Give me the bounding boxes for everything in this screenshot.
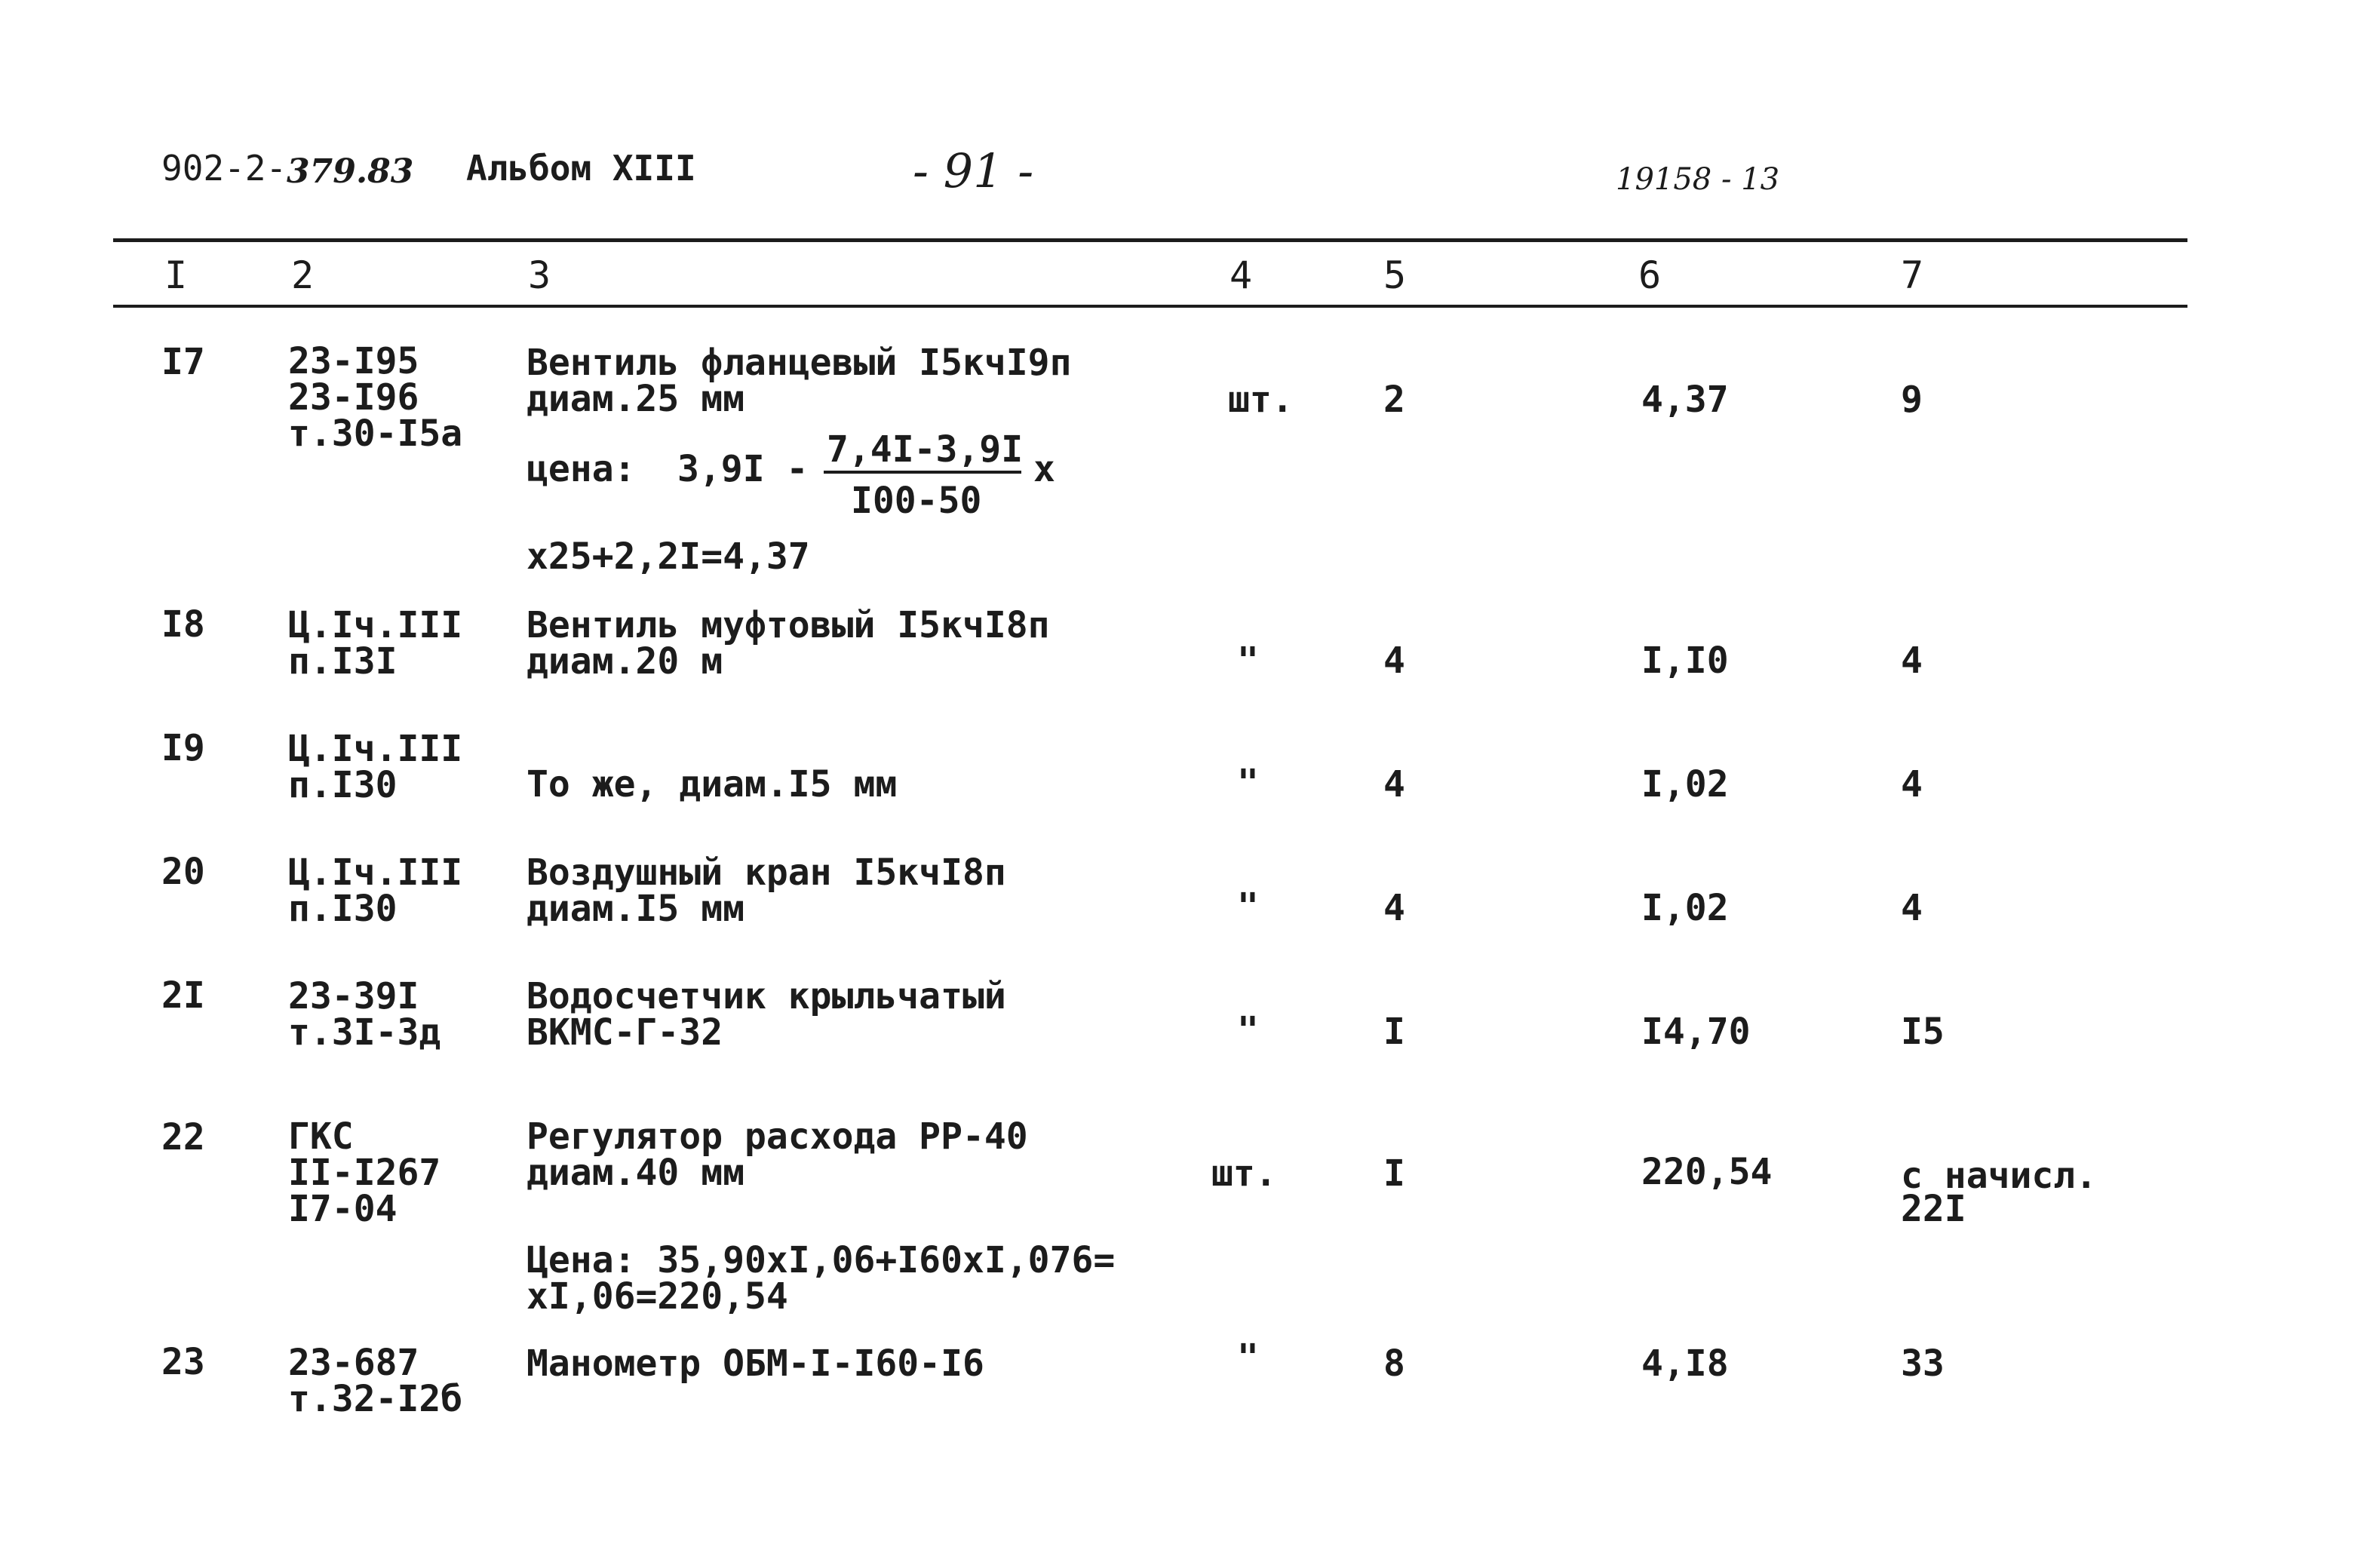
reference-line: I7-04 (288, 1188, 398, 1230)
formula-line: хI,06=220,54 (526, 1275, 788, 1318)
description-line: Вентиль фланцевый I5кчI9п (526, 342, 1072, 384)
description-line: диам.I5 мм (526, 888, 744, 930)
reference-line: 23-I96 (288, 376, 419, 419)
row-number: 2I (161, 974, 205, 1017)
reference-line: 23-687 (288, 1342, 419, 1384)
unit-price: 220,54 (1641, 1151, 1773, 1193)
quantity: 4 (1383, 887, 1405, 929)
total-price: 4 (1901, 763, 1923, 805)
unit: " (1237, 885, 1259, 928)
description-line: Водосчетчик крыльчатый (526, 975, 1006, 1017)
row-number: 23 (161, 1341, 205, 1383)
reference-line: Ц.Iч.III (288, 728, 463, 770)
description-line: диам.40 мм (526, 1152, 744, 1194)
reference-line: 23-I95 (288, 340, 419, 382)
description-line: Регулятор расхода РР-40 (526, 1115, 1028, 1158)
row-number: 22 (161, 1116, 205, 1158)
quantity: I (1383, 1152, 1405, 1195)
quantity: I (1383, 1011, 1405, 1053)
quantity: 8 (1383, 1342, 1405, 1385)
total-price: 33 (1901, 1342, 1945, 1385)
unit-price: I4,70 (1641, 1011, 1751, 1053)
unit: шт. (1228, 379, 1294, 421)
description-line: ВКМС-Г-32 (526, 1011, 723, 1054)
unit-price: 4,I8 (1641, 1342, 1729, 1385)
reference-line: Ц.Iч.III (288, 604, 463, 646)
unit-price: I,02 (1641, 763, 1729, 805)
reference-line: ГКС (288, 1115, 354, 1158)
reference-line: т.30-I5а (288, 413, 463, 455)
total-price: 9 (1901, 379, 1923, 421)
quantity: 4 (1383, 640, 1405, 682)
fraction-line (824, 471, 1021, 474)
quantity: 2 (1383, 379, 1405, 421)
reference-line: п.I30 (288, 764, 398, 806)
reference-line: 23-39I (288, 975, 419, 1017)
reference-line: т.32-I2б (288, 1378, 463, 1420)
formula-lead: 3,9I - (677, 448, 809, 490)
formula-label: цена: (526, 448, 636, 490)
page-number: - 91 - (913, 143, 1034, 198)
table-header-rule (113, 305, 2187, 308)
doc-number-prefix: 902-2- (161, 148, 287, 189)
description-line: диам.25 мм (526, 378, 744, 420)
formula-trail: х (1033, 448, 1055, 490)
reference-line: Ц.Iч.III (288, 852, 463, 894)
quantity: 4 (1383, 763, 1405, 805)
unit: шт. (1211, 1152, 1277, 1195)
reference-line: т.3I-3д (288, 1011, 441, 1054)
description-line: диам.20 м (526, 640, 723, 683)
total-price-line: с начисл. (1901, 1155, 2098, 1197)
unit-price: I,I0 (1641, 640, 1729, 682)
unit: " (1237, 762, 1259, 804)
row-number: I8 (161, 603, 205, 646)
description-line: Вентиль муфтовый I5кчI8п (526, 604, 1050, 646)
reference-line: II-I267 (288, 1152, 441, 1194)
formula-denominator: I00-50 (851, 480, 982, 522)
row-number: I9 (161, 727, 205, 769)
unit-price: I,02 (1641, 887, 1729, 929)
row-number: 20 (161, 851, 205, 893)
column-header-3: 3 (528, 253, 551, 297)
column-header-7: 7 (1901, 253, 1924, 297)
unit: " (1237, 1336, 1259, 1379)
column-header-2: 2 (291, 253, 315, 297)
description-line: Манометр ОБМ-I-I60-I6 (526, 1342, 984, 1385)
unit: " (1237, 1009, 1259, 1051)
total-price: I5 (1901, 1011, 1945, 1053)
album-label: Альбом XIII (466, 148, 696, 189)
reference-line: п.I3I (288, 640, 398, 683)
column-header-5: 5 (1383, 253, 1407, 297)
inventory-number: 19158 - 13 (1616, 162, 1780, 197)
formula-numerator: 7,4I-3,9I (827, 428, 1024, 471)
column-header-1: I (164, 253, 188, 297)
unit-price: 4,37 (1641, 379, 1729, 421)
reference-line: п.I30 (288, 888, 398, 930)
total-price-line: 22I (1901, 1188, 1966, 1230)
total-price: 4 (1901, 640, 1923, 682)
description-line: Воздушный кран I5кчI8п (526, 852, 1006, 894)
unit: " (1237, 640, 1259, 682)
formula-line: Цена: 35,90хI,06+I60хI,076= (526, 1239, 1116, 1281)
table-top-rule (113, 238, 2187, 242)
formula-line-2: х25+2,2I=4,37 (526, 535, 810, 578)
column-header-4: 4 (1230, 253, 1253, 297)
description-line: То же, диам.I5 мм (526, 763, 898, 805)
column-header-6: 6 (1638, 253, 1662, 297)
total-price: 4 (1901, 887, 1923, 929)
doc-number-handwritten: 379.83 (287, 152, 414, 191)
row-number: I7 (161, 341, 205, 383)
